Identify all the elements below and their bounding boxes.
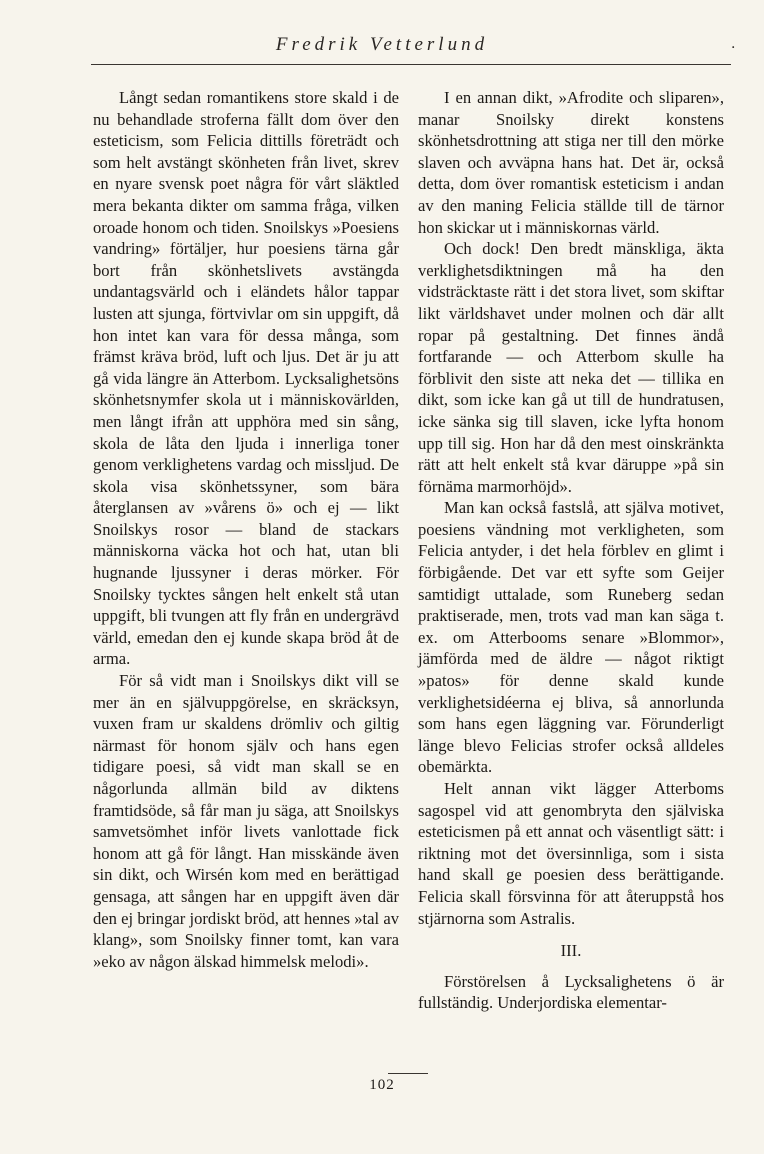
body-paragraph: Man kan också fastslå, att själva motivet, poesiens vändning mot verkligheten, som Felicia antyder, i det hela förblev en glimt i förbigående. Det var ett syfte som Geijer samtidigt uttalade, som Runeberg sedan praktiserade, men, trots vad man kan säga t. ex. om Atterbooms senare »Blommor», jämförda med de äldre — något riktigt »patos» för denne skald kunde verklighetsidéerna ej bliva, så annorlunda som hans egen läggning var. Förunderligt länge blevo Felicias strofer också alldeles obemärkta. bbox=[418, 498, 724, 777]
right-column bbox=[418, 87, 724, 1014]
header-dot: · bbox=[731, 40, 736, 56]
header-rule bbox=[91, 64, 731, 65]
body-paragraph: Helt annan vikt lägger Atterboms sagospel vid att genombryta den själviska esteticismen på ett annat och väsentligt sätt: i riktning mot det översinnliga, som i sista hand skall ge poesien dess berättigande. Felicia skall försvinna för att återuppstå hos stjärnorna som Astralis. bbox=[418, 779, 724, 928]
section-number: III. bbox=[560, 941, 582, 961]
running-head-author: Fredrik Vetterlund bbox=[275, 34, 489, 55]
body-paragraph: För så vidt man i Snoilskys dikt vill se mer än en självuppgörelse, en skräcksyn, vuxen fram ur skaldens drömliv och giltig närmast för honom själv och hans egen tidigare poesi, så vidt man skall se en någorlunda allmän bild av diktens framtidsöde, så får man ju säga, att Snoilskys samvetsömhet inför livets vanlottade fick honom att gå för långt. Han misskände även sin dikt, och Wirsén kom med en berättigad gensaga, att sången har en uppgift även där den ej bringar jordiskt bröd, att hennes »tal av klang», som Snoilsky finner tomt, kan vara »eko av någon älskad himmelsk melodi». bbox=[93, 671, 399, 971]
folio-rule bbox=[388, 1073, 428, 1074]
page-number: 102 bbox=[369, 1077, 395, 1093]
body-paragraph: I en annan dikt, »Afrodite och sliparen», manar Snoilsky direkt konstens skönhetsdrottning att stiga ner till den mörke slaven och avväpna hans hat. Det är, också detta, dom över romantisk esteticism i andan av den maning Felicia ställde till de tärnor hon skickar ut i människornas värld. bbox=[418, 88, 724, 237]
left-column bbox=[93, 87, 399, 972]
body-paragraph: Långt sedan romantikens store skald i de nu behandlade stroferna fällt dom över den esteticism, som Felicia dittills företrädt och som helt avstängt skönheten från livet, skrev en nyare svensk poet några för vårt släktled mera bekanta dikter om samma fråga, vilken oroade honom och tiden. Snoilskys »Poesiens vandring» förtäljer, hur poesiens tärna går bort från skönhetslivets avstängda undantagsvärld och i eländets hålor tappar lusten att sjunga, förtvivlar om sin uppgift, då hon intet kan vara för dessa många, som främst kräva bröd, luft och ljus. Det är ju att gå vida längre än Atterbom. Lycksalighetsöns skönhetsnymfer skola ut i människovärlden, men långt ifrån att upphöra med sin sång, skola de låta den ljuda i innerliga toner genom verklighetens vardag och missljud. De skola visa skönhetssyner, som bära återglansen av »vårens ö» och ej — likt Snoilskys rosor — bland de stackars människorna väcka hot och hat, utan bli hugnande ljussyner i deras mörker. För Snoilsky tycktes sången helt enkelt stå utan uppgift, bli tvungen att fly från en undergrävd värld, emedan den ej kunde skapa bröd åt de arma. bbox=[93, 88, 399, 669]
body-paragraph: Och dock! Den bredt mänskliga, äkta verklighetsdiktningen må ha den vidsträcktaste rätt i det stora livet, som skiftar likt världshavet under molnen och där allt ropar på gestaltning. Det finnes ändå fortfarande — och Atterbom skulle ha förblivit den siste att neka det — tillika en dikt, som icke kan gå ut till de hundratusen, icke sänka sig till slaven, icke lyfta honom upp till sig. Hon har då den mest oinskränkta rätt att helt enkelt stå kvar däruppe »på sin förnäma marmorhöjd». bbox=[418, 239, 724, 496]
body-paragraph: Förstörelsen å Lycksalighetens ö är fullständig. Underjordiska elementar- bbox=[418, 971, 724, 1013]
